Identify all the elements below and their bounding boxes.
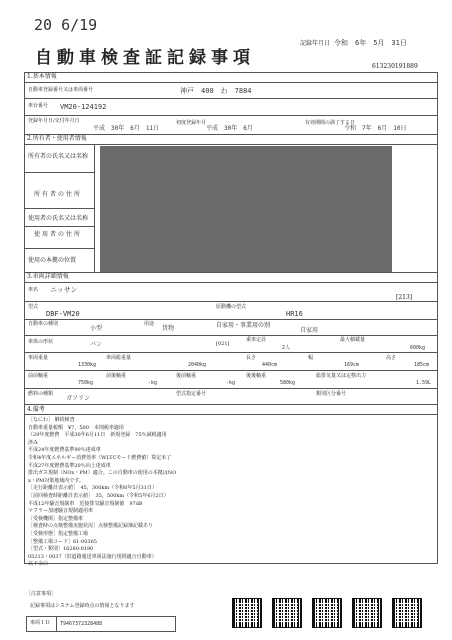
remarks-line: x・PM対策地域内です。 <box>28 477 84 484</box>
width-label: 幅 <box>308 355 314 361</box>
vehicle-id-label: 車両ＩＤ <box>30 620 51 626</box>
user-name-label: 使用者の氏名又は名称 <box>28 215 89 222</box>
remarks-line: ［受検機関］指定整備車 <box>28 515 84 522</box>
load-label: 最大積載量 <box>340 337 366 343</box>
remarks-line: ［整備工場コード］61-00365 <box>28 538 97 545</box>
remarks-line: 平成12年騒音規制車 近接排気騒音規制値 97dB <box>28 500 143 507</box>
body-code: [021] <box>216 341 230 347</box>
disp-label: 総排気量又は定格出力 <box>316 373 367 379</box>
rr-label: 後後軸重 <box>246 373 267 379</box>
section-owner: 2.所有者・使用者情報 <box>27 135 87 142</box>
first-value: 平成 30年 6月 <box>206 125 253 132</box>
first-label: 初度登録年月 <box>176 120 207 126</box>
body-value: バン <box>90 341 103 348</box>
qr-code-4 <box>352 598 382 628</box>
rf-value: -kg <box>226 380 236 386</box>
reg-label: 自動車登録番号又は車両番号 <box>28 87 94 93</box>
remarks-line: ［なにわ］ 継続検査 <box>28 417 75 423</box>
weight-value: 1330kg <box>78 362 97 368</box>
axle-label: 前前軸重 <box>28 373 49 379</box>
purpose-label: 自家用・事業用の別 <box>216 322 271 329</box>
engine-value: HR16 <box>286 310 303 318</box>
remarks-line: ［型式・類別］16280-0190 <box>28 546 94 553</box>
gross-label: 車両総重量 <box>106 355 132 361</box>
remarks-line: 自動車重量税額 ¥7，500 本則税率適用 <box>28 424 124 431</box>
remarks-line: ［受検形態］指定整備工場 <box>28 531 89 537</box>
remarks-line: 排出ガス規制（NOx・PM）適合。この自動車の使用の本拠はNO <box>28 470 177 477</box>
qr-code-2 <box>272 598 302 628</box>
section-remarks: 4.備考 <box>27 406 45 413</box>
document-number: 613230191889 <box>372 63 418 70</box>
remarks-line: 05213・0037（旧道路運送車両法施行規則適合自動車） <box>28 553 157 560</box>
notes-text: 記録事項はシステム登録時点の情報となります <box>30 603 135 609</box>
fuel-value: ガソリン <box>66 395 91 402</box>
length-value: 440cm <box>262 362 278 368</box>
kind-label: 自動車の種別 <box>28 321 59 327</box>
weight-label: 車両重量 <box>28 355 49 361</box>
model-label: 型式 <box>28 304 39 310</box>
use-value: 貨物 <box>162 325 175 332</box>
handwritten-date: 20 6/19 <box>34 16 98 34</box>
remarks-line: 平成27年度燃費基準20％向上達成車 <box>28 462 111 469</box>
maker-label: 車名 <box>28 287 39 293</box>
owner-addr-label: 所有者の住所 <box>34 191 83 198</box>
remarks-line: 以下余白 <box>28 561 49 568</box>
chassis-label: 車台番号 <box>28 103 49 109</box>
remarks-line: ［走行距離計表示値］ 45，300km（令和6年5月31日） <box>28 485 157 492</box>
qr-code-1 <box>232 598 262 628</box>
purpose-value: 自家用 <box>300 327 319 334</box>
ff-label: 前後軸重 <box>106 373 127 379</box>
remarks-line: 令和4年度エネルギー消費効率（WLTCモード燃費値）算定未了 <box>28 455 172 461</box>
record-date-value: 令和 6年 5月 31日 <box>334 39 407 47</box>
height-label: 高さ <box>386 355 397 361</box>
axle-value: 750kg <box>78 380 94 386</box>
first-reg-value: 平成 30年 6月 11日 <box>93 125 160 132</box>
use-label: 用途 <box>144 321 155 327</box>
redacted-owner-info <box>100 146 392 272</box>
expiry-value: 令和 7年 6月 10日 <box>344 125 407 132</box>
remarks-line: 済み <box>28 439 39 446</box>
vehicle-id-value: T9467372328488 <box>60 621 103 627</box>
model-value: DBF-VM20 <box>46 310 80 318</box>
first-reg-label: 登録年月日/交付年月日 <box>28 118 80 124</box>
remarks-line: 平成24年度燃費基準90％達成車 <box>28 447 101 454</box>
type-label: 型式指定番号 <box>176 391 207 397</box>
gross-value: 2040kg <box>188 362 207 368</box>
height-value: 185cm <box>414 362 430 368</box>
maker-code: [213] <box>396 294 413 301</box>
length-label: 長さ <box>246 355 257 361</box>
load-value: 600kg <box>410 345 426 351</box>
rf-label: 後前軸重 <box>176 373 197 379</box>
fuel-label: 燃料の種類 <box>28 391 54 397</box>
user-addr-label: 使用者の住所 <box>34 231 83 238</box>
expiry-label: 有効期間の満了する日 <box>305 120 356 126</box>
chassis-value: VM20-124192 <box>60 103 107 111</box>
remarks-line: （29年度燃費 平成30年6月11日 新規登録 75％減税適用 <box>28 432 167 439</box>
ff-value: -kg <box>148 380 158 386</box>
remarks-line: ［検査時の点検整備実施状況］点検整備記録簿記載あり <box>28 523 154 530</box>
maker-value: ニッサン <box>50 286 78 294</box>
qr-code-5 <box>392 598 422 628</box>
qr-code-3 <box>312 598 342 628</box>
base-label: 使用の本拠の位置 <box>28 257 77 264</box>
section-vehicle: 3.車両詳細情報 <box>27 273 69 280</box>
record-date-label: 記録年月日 <box>300 40 331 47</box>
class-label: 類別区分番号 <box>316 391 347 397</box>
document-title: 自動車検査証記録事項 <box>35 48 255 68</box>
width-value: 169cm <box>344 362 360 368</box>
section-basic: 1.基本情報 <box>27 73 57 80</box>
notes-label: ［注意事項］ <box>26 591 57 597</box>
remarks-line: マフラー加速騒音規制適用車 <box>28 508 94 515</box>
body-label: 車体の形状 <box>28 339 54 345</box>
kind-value: 小型 <box>90 325 103 332</box>
cap-label: 乗車定員 <box>246 337 267 343</box>
remarks-line: ［前回検査時距離計表示値］ 35，500km（令和5年6月2日） <box>28 493 169 499</box>
owner-name-label: 所有者の氏名又は名称 <box>28 153 89 160</box>
engine-label: 原動機の型式 <box>216 304 247 310</box>
cap-value: 2人 <box>282 345 291 351</box>
reg-value: 神戸 400 わ 7884 <box>180 87 252 95</box>
rr-value: 580kg <box>280 380 296 386</box>
disp-value: 1.59L <box>416 380 432 386</box>
